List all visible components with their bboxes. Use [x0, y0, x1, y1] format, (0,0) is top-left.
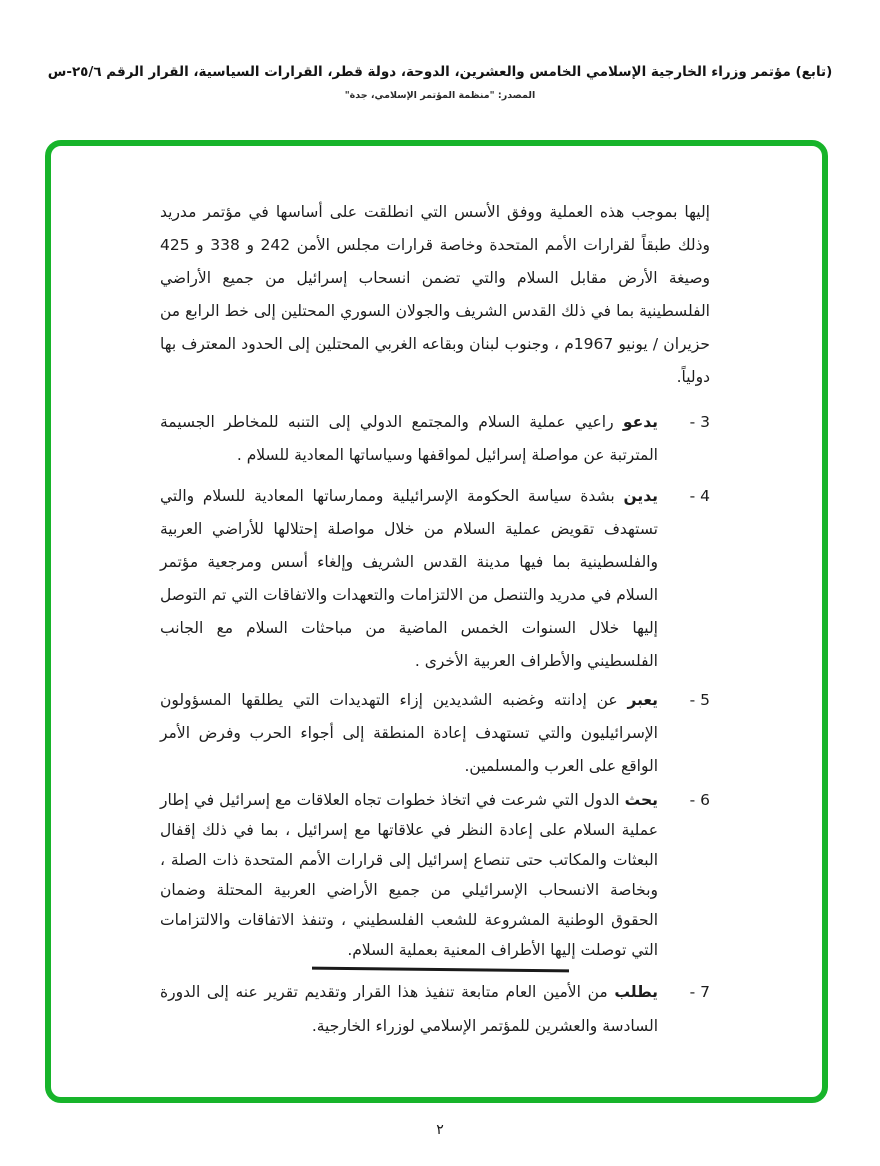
item-lead-word: يدين [623, 487, 658, 505]
item-number: 4 - [689, 487, 710, 505]
list-item-3 [160, 406, 710, 472]
item-text [160, 975, 658, 1043]
item-number: 7 - [689, 983, 710, 1001]
header-title: (تابع) مؤتمر وزراء الخارجية الإسلامي الخامس والعشرين، الدوحة، دولة قطر، القرارات السياسية، القرار الرقم ٢٥/٦-س [47, 64, 833, 80]
item-text [160, 406, 658, 472]
list-item-6 [160, 785, 710, 965]
item-number: 6 - [689, 791, 710, 809]
page-number: ٢ [436, 1122, 444, 1138]
item-body-text: راعيي عملية السلام والمجتمع الدولي إلى التنبه للمخاطر الجسيمة المترتبة عن مواصلة إسرائيل لمواقفها وسياساتها المعادية للسلام . [160, 413, 658, 464]
header-source: المصدر: "منظمة المؤتمر الإسلامي، جدة" [344, 90, 536, 101]
document-body [160, 196, 710, 1043]
item-lead-word: يطلب [614, 983, 658, 1001]
intro-paragraph: إليها بموجب هذه العملية ووفق الأسس التي انطلقت على أساسها في مؤتمر مدريد وذلك طبقاً لقرارات الأمم المتحدة وخاصة قرارات مجلس الأمن 242 و 338 و 425 وصيغة الأرض مقابل السلام والتي تضمن انسحاب إسرائيل من جميع الأراضي الفلسطينية بما في ذلك القدس الشريف والجولان السوري المحتلين إلى خط الرابع من حزيران / يونيو 1967م ، وجنوب لبنان وبقاعه الغربي المحتلين إلى الحدود المعترف بها دولياً. [160, 203, 711, 386]
list-item-7 [160, 975, 710, 1043]
item-body-text: من الأمين العام متابعة تنفيذ هذا القرار وتقديم تقرير عنه إلى الدورة السادسة والعشرين للمؤتمر الإسلامي لوزراء الخارجية. [160, 983, 658, 1035]
list-item-5 [160, 684, 710, 783]
item-body-text: عن إدانته وغضبه الشديدين إزاء التهديدات التي يطلقها المسؤولون الإسرائيليون والتي تستهدف إعادة المنطقة إلى أجواء الحرب وفرض الأمر الواقع على العرب والمسلمين. [160, 691, 658, 775]
item-number: 3 - [689, 413, 710, 431]
item-text [160, 480, 658, 678]
item-lead-word: يدعو [622, 413, 658, 431]
item-lead-word: يعبر [627, 691, 658, 709]
item-body-text: الدول التي شرعت في اتخاذ خطوات تجاه العلاقات مع إسرائيل في إطار عملية السلام على إعادة النظر في علاقاتها مع إسرائيل ، بما في ذلك إقفال البعثات والمكاتب حتى تنصاع إسرائيل إلى قرارات الأمم المتحدة ذات الصلة ، وبخاصة الانسحاب الإسرائيلي من جميع الأراضي العربية المحتلة وضمان الحقوق الوطنية المشروعة للشعب الفلسطيني ، وتنفذ الاتفاقات والالتزامات التي توصلت إليها الأطراف المعنية بعملية السلام. [160, 791, 658, 959]
item-text [160, 785, 658, 965]
list-item-4 [160, 480, 710, 678]
item-number: 5 - [689, 691, 710, 709]
document-header [0, 64, 880, 101]
item-lead-word: يحث [624, 791, 658, 809]
item-text [160, 684, 658, 783]
item-body-text: بشدة سياسة الحكومة الإسرائيلية وممارساتها المعادية للسلام والتي تستهدف تقويض عملية السلام من خلال مواصلة إحتلالها للأراضي العربية والفلسطينية بما فيها مدينة القدس الشريف وإلغاء أسس ومرجعية مؤتمر السلام في مدريد والتنصل من الالتزامات والتعهدات والاتفاقات التي تم التوصل إليها خلال السنوات الخمس الماضية من مباحثات السلام مع الجانب الفلسطيني والأطراف العربية الأخرى . [160, 487, 658, 670]
